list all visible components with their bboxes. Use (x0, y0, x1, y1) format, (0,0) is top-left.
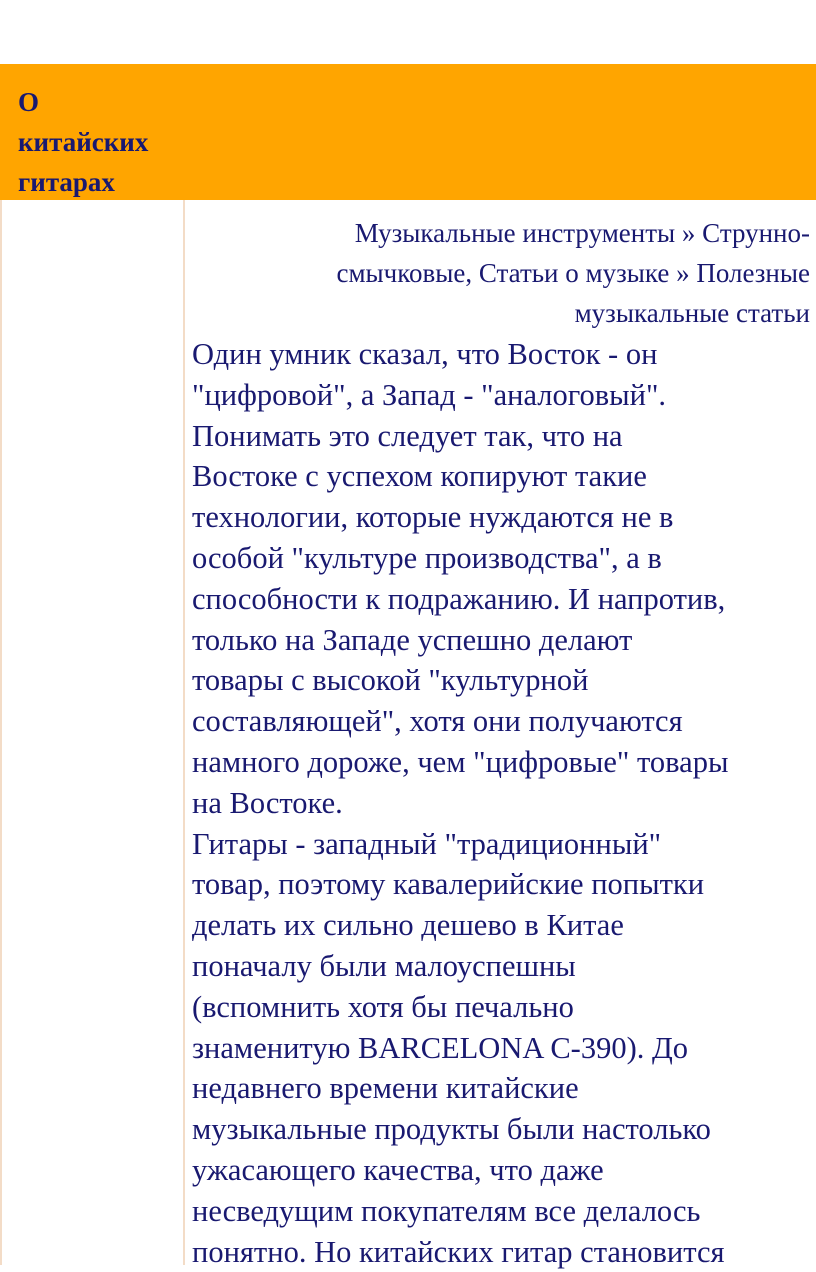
article-line: несведущим покупателям все делалось (192, 1193, 701, 1228)
article-line: ужасающего качества, что даже (192, 1152, 604, 1187)
article-line: особой "культуре производства", а в (192, 540, 662, 575)
article-line: Гитары - западный "традиционный" (192, 826, 662, 861)
article-line: товары с высокой "культурной (192, 663, 589, 698)
article-line: на Востоке. (192, 785, 343, 820)
article-line: музыкальные продукты были настолько (192, 1112, 711, 1147)
article-line: делать их сильно дешево в Китае (192, 908, 624, 943)
article-line: технологии, которые нуждаются не в (192, 500, 674, 535)
page-title-line: О (18, 87, 40, 117)
article-line: недавнего времени китайские (192, 1071, 579, 1106)
article-line: понятно. Но китайских гитар становится (192, 1234, 725, 1269)
article-line: поначалу были малоуспешны (192, 948, 576, 983)
column-divider (183, 200, 185, 1265)
breadcrumb-line[interactable]: смычковые, Статьи о музыке » Полезные (336, 258, 810, 288)
breadcrumb-line[interactable]: музыкальные статьи (574, 298, 810, 328)
breadcrumb-line[interactable]: Музыкальные инструменты » Струнно- (354, 218, 810, 248)
breadcrumb[interactable] (190, 213, 810, 333)
article-line: составляющей", хотя они получаются (192, 704, 683, 739)
article-line: только на Западе успешно делают (192, 622, 633, 657)
article-line: намного дороже, чем "цифровые" товары (192, 744, 729, 779)
article-line: Востоке с успехом копируют такие (192, 459, 647, 494)
article-line: товар, поэтому кавалерийские попытки (192, 867, 705, 902)
article-line: знаменитую BARCELONA C-390). До (192, 1030, 689, 1065)
article-body (192, 334, 812, 1272)
page-title (18, 82, 188, 202)
page-title-line: гитарах (18, 167, 115, 197)
article-line: способности к подражанию. И напротив, (192, 581, 726, 616)
article-line: Понимать это следует так, что на (192, 418, 623, 453)
article-line: Один умник сказал, что Восток - он (192, 337, 658, 371)
left-border (0, 200, 2, 1265)
article-line: (вспомнить хотя бы печально (192, 989, 574, 1024)
page-title-line: китайских (18, 127, 149, 157)
article-line: "цифровой", а Запад - "аналоговый". (192, 377, 667, 412)
